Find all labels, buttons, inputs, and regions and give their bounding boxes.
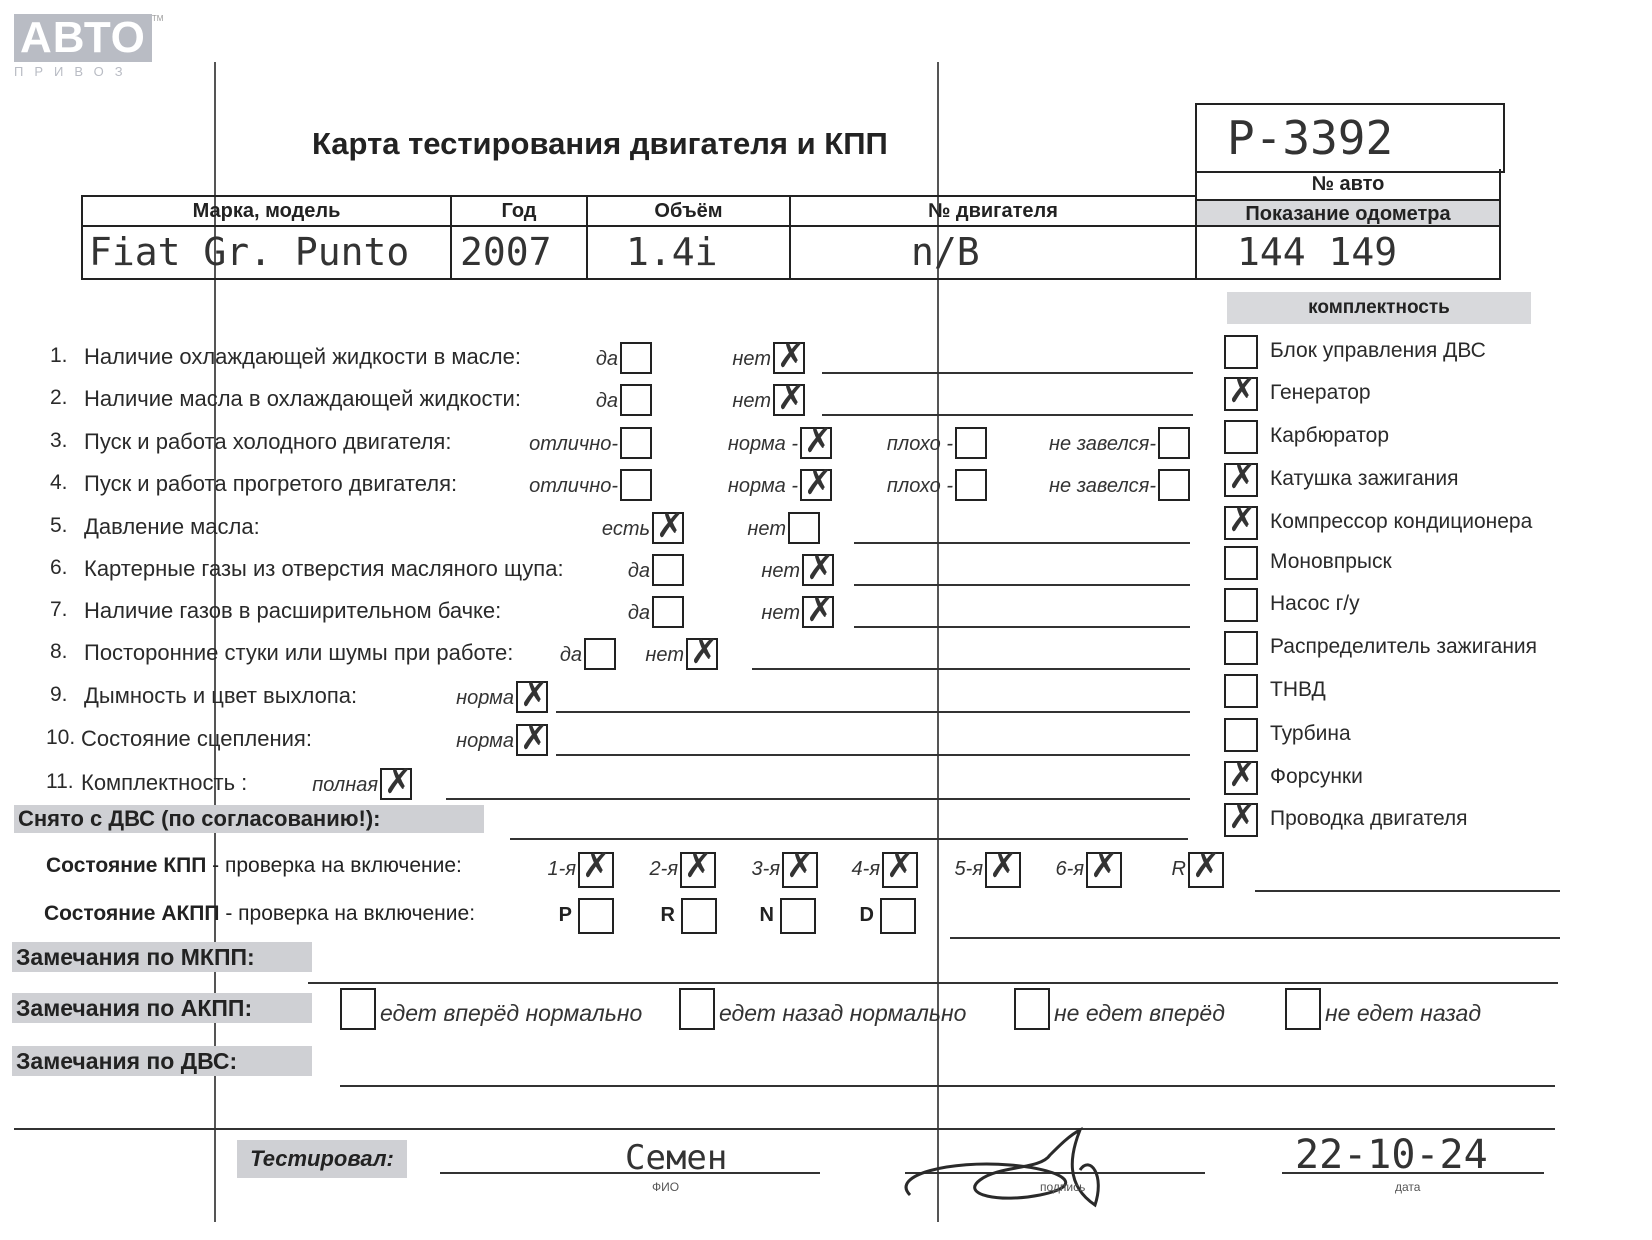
kpp-label-rest: - проверка на включение: — [206, 854, 462, 877]
question-line[interactable] — [822, 414, 1193, 416]
akpp-line[interactable] — [950, 937, 1560, 939]
remarks-dvs-line[interactable] — [340, 1085, 1555, 1087]
kpp-line[interactable] — [1255, 890, 1560, 892]
question-checkbox[interactable] — [802, 596, 834, 628]
question-checkbox[interactable] — [800, 469, 832, 501]
question-checkbox[interactable] — [1158, 469, 1190, 501]
kit-checkbox[interactable] — [1224, 631, 1258, 665]
akpp-remark-checkbox[interactable] — [340, 988, 376, 1030]
question-checkbox[interactable] — [1158, 427, 1190, 459]
logo — [14, 14, 163, 79]
value-odometer: 144 149 — [1237, 230, 1398, 274]
question-checkbox[interactable] — [620, 384, 652, 416]
question-option-label: норма - — [727, 433, 798, 455]
question-checkbox[interactable] — [516, 724, 548, 756]
question-number: 1. — [50, 344, 68, 367]
question-option-label: нет — [732, 348, 771, 370]
question-option-label: нет — [645, 644, 684, 666]
akpp-mode-label: D — [859, 904, 874, 926]
akpp-remark-label: едет назад нормально — [719, 1000, 967, 1026]
question-line[interactable] — [446, 798, 1190, 800]
col-label-year: Год — [501, 200, 537, 222]
question-line[interactable] — [752, 668, 1190, 670]
question-line[interactable] — [556, 711, 1190, 713]
kit-item-label: Блок управления ДВС — [1270, 339, 1486, 362]
kit-checkbox[interactable] — [1224, 674, 1258, 708]
question-text: Пуск и работа холодного двигателя: — [84, 429, 452, 454]
question-number: 10. — [46, 726, 76, 749]
date-label: дата — [1395, 1180, 1421, 1194]
card-number-box — [1195, 103, 1505, 173]
akpp-mode-checkbox[interactable] — [880, 898, 916, 934]
kit-item-label: Распределитель зажигания — [1270, 635, 1538, 658]
car-no-cell — [1195, 169, 1501, 199]
question-checkbox[interactable] — [620, 342, 652, 374]
question-checkbox[interactable] — [652, 596, 684, 628]
col-label-model: Марка, модель — [192, 200, 341, 222]
akpp-remark-checkbox[interactable] — [1014, 988, 1050, 1030]
kit-item-label: Насос г/у — [1270, 592, 1360, 615]
kpp-label-bold: Состояние КПП — [46, 854, 207, 877]
col-label-engine-no: № двигателя — [928, 200, 1058, 222]
question-line[interactable] — [822, 372, 1193, 374]
kit-header-band — [1227, 292, 1531, 324]
fio-name: Семен — [625, 1138, 728, 1178]
logo-tm: TM — [151, 14, 164, 23]
gear-label: 4-я — [851, 858, 880, 880]
sign-label: подпись — [1040, 1180, 1086, 1194]
question-number: 8. — [50, 640, 68, 663]
gear-label: 5-я — [954, 858, 983, 880]
kit-checkbox[interactable] — [1224, 546, 1258, 580]
question-checkbox[interactable] — [516, 681, 548, 713]
question-option-label: да — [559, 644, 582, 666]
question-text: Пуск и работа прогретого двигателя: — [84, 471, 458, 496]
question-line[interactable] — [556, 754, 1190, 756]
question-checkbox[interactable] — [652, 554, 684, 586]
question-option-label: отлично- — [529, 433, 618, 455]
logo-sub-text: ПРИВОЗ — [14, 64, 134, 79]
kpp-label — [46, 854, 462, 878]
akpp-mode-checkbox[interactable] — [578, 898, 614, 934]
gear-label: 3-я — [751, 858, 780, 880]
gear-checkbox[interactable] — [1086, 852, 1122, 888]
cell-odometer — [1195, 225, 1501, 280]
remarks-dvs-label: Замечания по ДВС: — [12, 1046, 312, 1076]
kit-checkbox[interactable] — [1224, 761, 1258, 795]
question-number: 9. — [50, 683, 68, 706]
kit-item-label: Моновпрыск — [1270, 550, 1392, 573]
akpp-remark-checkbox[interactable] — [679, 988, 715, 1030]
question-text: Комплектность : — [81, 770, 248, 795]
question-text: Наличие газов в расширительном бачке: — [84, 598, 502, 623]
col-label-volume: Объём — [654, 200, 723, 222]
kit-checkbox[interactable] — [1224, 335, 1258, 369]
value-engine-no: n/B — [911, 230, 980, 274]
question-line[interactable] — [854, 584, 1190, 586]
cell-model — [81, 225, 452, 280]
question-text: Наличие масла в охлаждающей жидкости: — [84, 386, 521, 411]
gear-checkbox[interactable] — [882, 852, 918, 888]
question-option-label: нет — [761, 560, 800, 582]
value-year: 2007 — [460, 230, 552, 274]
question-checkbox[interactable] — [652, 512, 684, 544]
akpp-mode-checkbox[interactable] — [780, 898, 816, 934]
kit-item-label: Катушка зажигания — [1270, 467, 1459, 490]
fio-label: ФИО — [652, 1180, 680, 1194]
signature — [890, 1125, 1170, 1215]
question-text: Посторонние стуки или шумы при работе: — [84, 640, 514, 665]
question-option-label: да — [595, 348, 618, 370]
question-checkbox[interactable] — [686, 638, 718, 670]
gear-checkbox[interactable] — [1188, 852, 1224, 888]
tested-label: Тестировал: — [237, 1140, 407, 1178]
question-number: 3. — [50, 429, 68, 452]
question-checkbox[interactable] — [800, 427, 832, 459]
remarks-akpp-label: Замечания по АКПП: — [12, 993, 312, 1023]
question-line[interactable] — [854, 542, 1190, 544]
remarks-extra-line[interactable] — [14, 1128, 1555, 1130]
question-option-label: норма — [456, 730, 514, 752]
kit-checkbox[interactable] — [1224, 588, 1258, 622]
akpp-mode-label: P — [558, 904, 572, 926]
question-checkbox[interactable] — [773, 342, 805, 374]
question-option-label: плохо - — [886, 433, 953, 455]
value-model: Fiat Gr. Punto — [89, 230, 410, 274]
question-checkbox[interactable] — [380, 768, 412, 800]
question-text: Наличие охлаждающей жидкости в масле: — [84, 344, 521, 369]
gear-checkbox[interactable] — [782, 852, 818, 888]
card-number: Р-3392 — [1227, 111, 1394, 165]
kit-item-label: Форсунки — [1270, 765, 1363, 788]
gear-checkbox[interactable] — [985, 852, 1021, 888]
question-number: 4. — [50, 471, 68, 494]
gear-checkbox[interactable] — [578, 852, 614, 888]
kit-checkbox[interactable] — [1224, 377, 1258, 411]
col-header-engine-no — [789, 195, 1197, 227]
question-text: Картерные газы из отверстия масляного щупа: — [84, 556, 564, 581]
kit-checkbox[interactable] — [1224, 718, 1258, 752]
question-option-label: да — [627, 560, 650, 582]
question-checkbox[interactable] — [802, 554, 834, 586]
gear-label: 1-я — [547, 858, 576, 880]
cell-engine-no — [789, 225, 1197, 280]
question-option-label: плохо - — [886, 475, 953, 497]
question-text: Дымность и цвет выхлопа: — [84, 683, 358, 708]
kit-checkbox[interactable] — [1224, 506, 1258, 540]
question-checkbox[interactable] — [584, 638, 616, 670]
kit-item-label: Генератор — [1270, 381, 1371, 404]
question-number: 5. — [50, 514, 68, 537]
akpp-label-rest: - проверка на включение: — [219, 902, 476, 925]
kit-item-label: Турбина — [1270, 722, 1351, 745]
gear-label: 2-я — [649, 858, 678, 880]
question-checkbox[interactable] — [620, 469, 652, 501]
question-number: 11. — [46, 770, 74, 793]
page-title: Карта тестирования двигателя и КПП — [312, 126, 888, 161]
kit-item-label: Карбюратор — [1270, 424, 1390, 447]
removed-line[interactable] — [510, 838, 1188, 840]
kit-checkbox[interactable] — [1224, 803, 1258, 837]
removed-label: Снято с ДВС (по согласованию!): — [14, 805, 484, 833]
kit-item-label: ТНВД — [1270, 678, 1326, 701]
cell-volume — [586, 225, 791, 280]
question-option-label: отлично- — [529, 475, 618, 497]
col-header-year — [450, 195, 588, 227]
question-checkbox[interactable] — [955, 469, 987, 501]
question-option-label: норма - — [727, 475, 798, 497]
kit-header: комплектность — [1308, 297, 1450, 318]
question-option-label: нет — [761, 602, 800, 624]
question-option-label: да — [595, 390, 618, 412]
remarks-mkpp-line[interactable] — [308, 982, 1558, 984]
question-option-label: нет — [747, 518, 786, 540]
akpp-mode-label: R — [660, 904, 675, 926]
kit-checkbox[interactable] — [1224, 420, 1258, 454]
akpp-remark-checkbox[interactable] — [1285, 988, 1321, 1030]
question-checkbox[interactable] — [955, 427, 987, 459]
gear-checkbox[interactable] — [680, 852, 716, 888]
question-text: Давление масла: — [84, 514, 260, 539]
question-option-label: не завелся- — [1049, 433, 1156, 455]
kit-item-label: Проводка двигателя — [1270, 807, 1468, 830]
kit-checkbox[interactable] — [1224, 463, 1258, 497]
akpp-label-bold: Состояние АКПП — [44, 902, 220, 925]
value-volume: 1.4i — [626, 230, 718, 274]
odometer-label-cell — [1195, 199, 1501, 227]
question-option-label: полная — [312, 774, 378, 796]
gear-label: 6-я — [1055, 858, 1084, 880]
akpp-remark-label: не едет вперёд — [1054, 1000, 1225, 1026]
col-header-volume — [586, 195, 791, 227]
question-option-label: норма — [456, 687, 514, 709]
col-header-model — [81, 195, 452, 227]
logo-main-text: АВТО — [14, 14, 152, 62]
remarks-mkpp-label: Замечания по МКПП: — [12, 942, 312, 972]
question-checkbox[interactable] — [773, 384, 805, 416]
akpp-remark-label: не едет назад — [1325, 1000, 1482, 1026]
kit-item-label: Компрессор кондиционера — [1270, 510, 1533, 533]
question-checkbox[interactable] — [788, 512, 820, 544]
question-option-label: не завелся- — [1049, 475, 1156, 497]
akpp-remark-label: едет вперёд нормально — [380, 1000, 643, 1026]
akpp-mode-label: N — [759, 904, 774, 926]
gear-label: R — [1171, 858, 1186, 880]
question-number: 7. — [50, 598, 68, 621]
question-option-label: есть — [601, 518, 650, 540]
date-value: 22-10-24 — [1295, 1132, 1488, 1178]
question-option-label: нет — [732, 390, 771, 412]
question-line[interactable] — [854, 626, 1190, 628]
cell-year — [450, 225, 588, 280]
car-no-label: № авто — [1311, 173, 1385, 195]
question-number: 2. — [50, 386, 68, 409]
akpp-label — [44, 902, 475, 926]
question-checkbox[interactable] — [620, 427, 652, 459]
odometer-label: Показание одометра — [1245, 203, 1451, 225]
question-number: 6. — [50, 556, 68, 579]
question-option-label: да — [627, 602, 650, 624]
question-text: Состояние сцепления: — [81, 726, 312, 751]
akpp-mode-checkbox[interactable] — [681, 898, 717, 934]
